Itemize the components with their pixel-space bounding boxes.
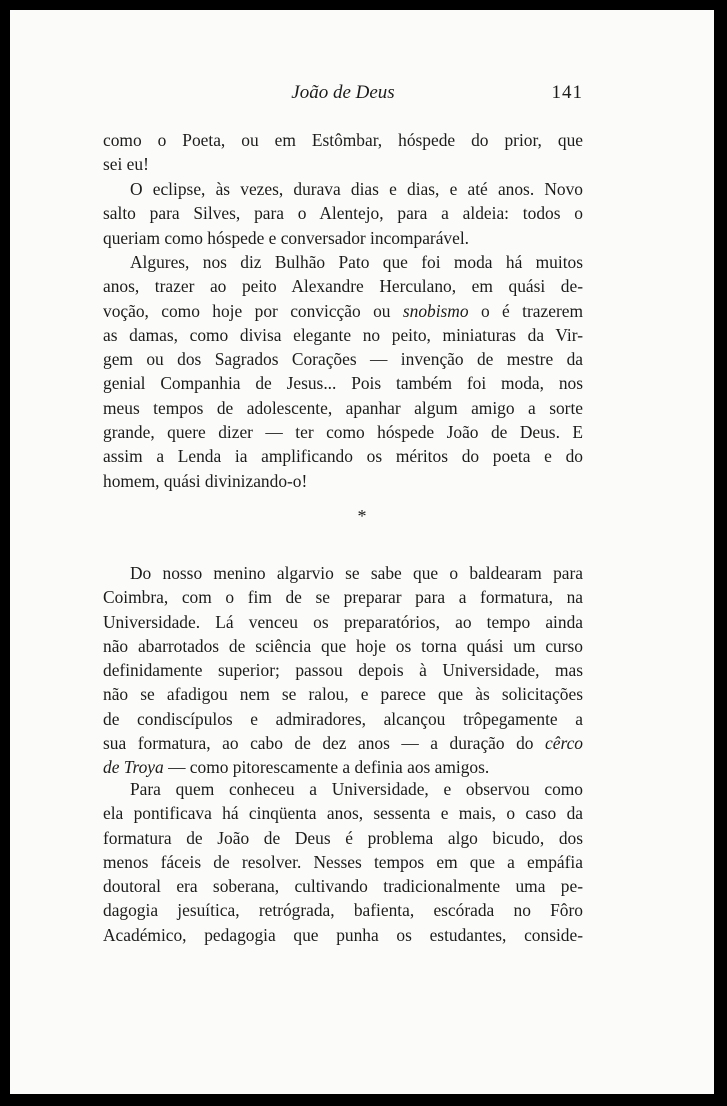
text-line: O eclipse, às vezes, durava dias e dias, e até anos. Novo: [130, 179, 583, 199]
text-line: doutoral era soberana, cultivando tradicionalmente uma pe-: [103, 876, 583, 897]
text-line: formatura de João de Deus é problema algo bicudo, dos: [103, 827, 583, 848]
paragraph-3: [103, 250, 583, 493]
text-line: Algures, nos diz Bulhão Pato que foi moda há muitos: [130, 252, 583, 272]
text-line: como o Poeta, ou em Estômbar, hóspede do prior, que: [103, 130, 583, 150]
text-line: homem, quási divinizando-o!: [103, 470, 308, 491]
text-line: definidamente superior; passou depois à Universidade, mas: [103, 660, 583, 681]
italic-word: snobismo: [402, 300, 469, 321]
text-line: anos, trazer ao peito Alexandre Herculano, em quási de-: [103, 276, 583, 297]
paragraph-5: [103, 777, 583, 947]
text-line: de condiscípulos e admiradores, alcançou trôpegamente a: [103, 708, 583, 729]
text-run: voção, como hoje por convicção ou: [103, 300, 403, 321]
running-head: [103, 82, 583, 110]
text-line: menos fáceis de resolver. Nesses tempos em que a empáfia: [103, 851, 583, 872]
text-run: — como pitorescamente a definia aos amigos.: [163, 757, 490, 778]
text-line: sei eu!: [103, 154, 149, 175]
text-line: não abarrotados de sciência que hoje os torna quási um curso: [103, 635, 583, 656]
text-line: [103, 731, 583, 755]
text-line: genial Companhia de Jesus... Pois também foi moda, nos: [103, 373, 583, 394]
text-line: Universidade. Lá venceu os preparatórios, ao tempo ainda: [103, 611, 583, 632]
text-line: assim a Lenda ia amplificando os méritos do poeta e do: [103, 446, 583, 467]
paragraph-1: [103, 128, 583, 177]
text-line: Para quem conheceu a Universidade, e observou como: [130, 779, 583, 799]
italic-word: de Troya: [103, 757, 164, 778]
text-line: grande, quere dizer — ter como hóspede João de Deus. E: [103, 422, 583, 443]
book-page: [10, 10, 714, 1094]
text-line: ela pontificava há cinqüenta anos, sessenta e mais, o caso da: [103, 803, 583, 824]
running-title: João de Deus: [291, 82, 395, 103]
text-line: as damas, como divisa elegante no peito, miniaturas da Vir-: [103, 324, 583, 345]
italic-word: cêrco: [545, 733, 583, 754]
text-run: sua formatura, ao cabo de dez anos — a duração do: [103, 733, 546, 754]
paragraph-4: [103, 561, 583, 780]
text-line: meus tempos de adolescente, apanhar algum amigo a sorte: [103, 397, 583, 418]
text-line: Do nosso menino algarvio se sabe que o baldearam para: [130, 563, 583, 583]
text-line: Coimbra, com o fim de se preparar para a formatura, na: [103, 587, 583, 608]
text-line: não se afadigou nem se ralou, e parece que às solicitações: [103, 684, 583, 705]
text-run: o é trazerem: [468, 300, 583, 321]
text-line: salto para Silves, para o Alentejo, para a aldeia: todos o: [103, 203, 583, 224]
text-line: gem ou dos Sagrados Corações — invenção de mestre da: [103, 349, 583, 370]
section-break-asterisk: *: [357, 506, 367, 526]
text-line: [103, 299, 583, 323]
paragraph-2: [103, 177, 583, 250]
page-number: 141: [551, 82, 583, 103]
text-line: queriam como hóspede e conversador incomparável.: [103, 227, 470, 248]
text-line: Académico, pedagogia que punha os estudantes, conside-: [103, 924, 583, 945]
text-line: dagogia jesuítica, retrógrada, bafienta, escórada no Fôro: [103, 900, 583, 921]
